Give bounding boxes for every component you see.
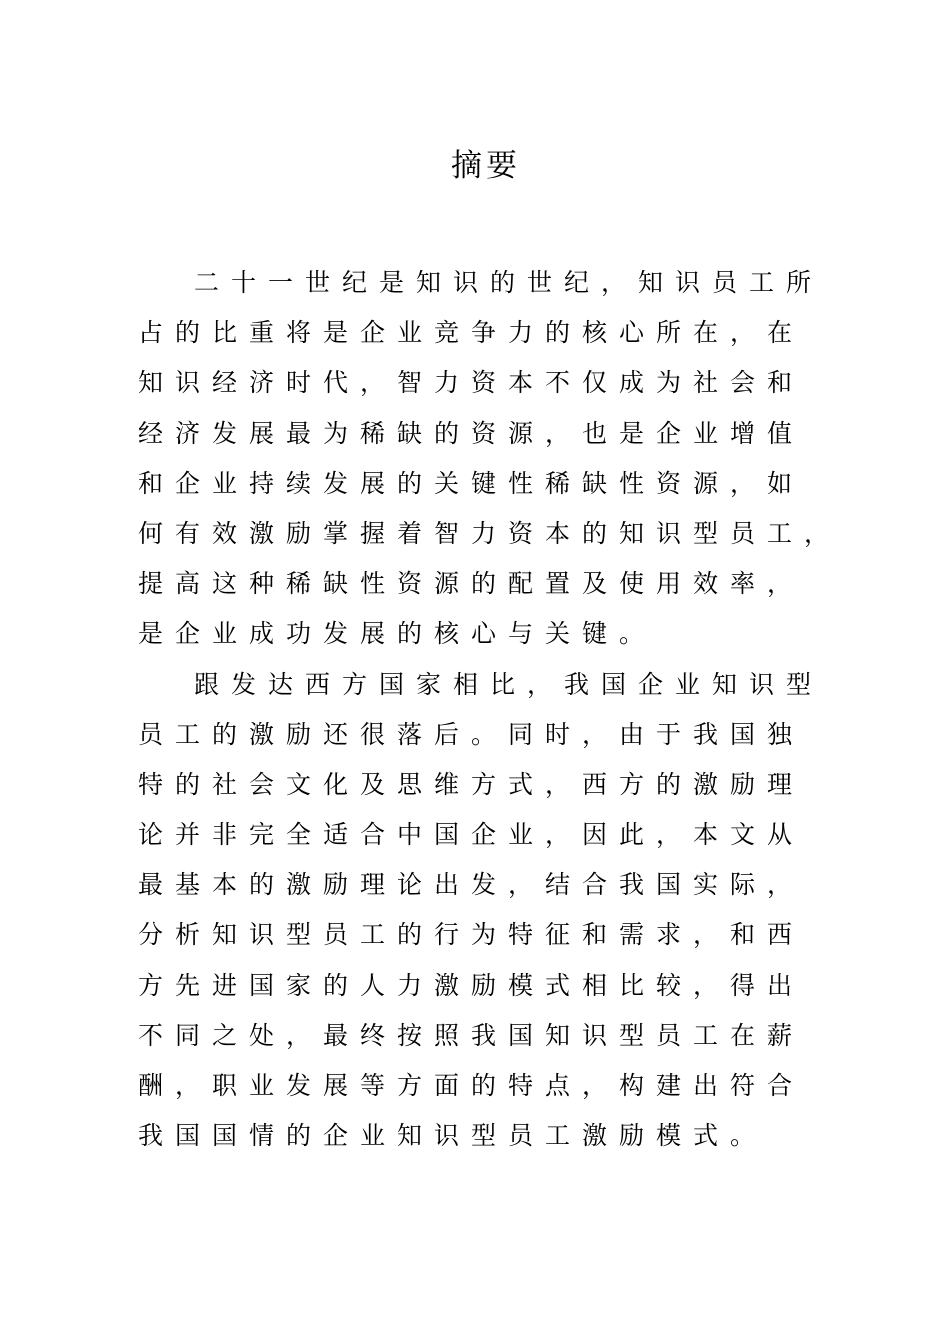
paragraph-1-line: 经济发展最为稀缺的资源，也是企业增值 <box>138 418 805 448</box>
page-title: 摘要 <box>451 148 521 184</box>
paragraph-2-line: 方先进国家的人力激励模式相比较，得出 <box>138 970 805 1000</box>
paragraph-2-line: 不同之处，最终按照我国知识型员工在薪 <box>138 1020 805 1050</box>
abstract-body <box>138 258 842 1161</box>
paragraph-1-line: 何有效激励掌握着智力资本的知识型员工， <box>138 518 842 548</box>
paragraph-1-line: 知识经济时代，智力资本不仅成为社会和 <box>138 368 805 398</box>
paragraph-1-line: 和企业持续发展的关键性稀缺性资源，如 <box>138 468 805 498</box>
paragraph-1-line: 是企业成功发展的核心与关键。 <box>138 619 657 649</box>
paragraph-2-line: 分析知识型员工的行为特征和需求，和西 <box>138 920 805 950</box>
paragraph-1-line: 二十一世纪是知识的世纪，知识员工所 <box>194 268 824 297</box>
paragraph-2-line: 跟发达西方国家相比，我国企业知识型 <box>194 669 824 699</box>
paragraph-2-line: 酬，职业发展等方面的特点，构建出符合 <box>138 1071 805 1100</box>
paragraph-1-line: 占的比重将是企业竞争力的核心所在，在 <box>138 318 805 348</box>
paragraph-2-line: 最基本的激励理论出发，结合我国实际， <box>138 870 805 900</box>
paragraph-2-line: 我国国情的企业知识型员工激励模式。 <box>138 1121 768 1151</box>
paragraph-2-line: 员工的激励还很落后。同时，由于我国独 <box>138 719 805 749</box>
paragraph-1-line: 提高这种稀缺性资源的配置及使用效率， <box>138 569 805 599</box>
paragraph-2-line: 论并非完全适合中国企业，因此，本文从 <box>138 820 805 850</box>
paragraph-2-line: 特的社会文化及思维方式，西方的激励理 <box>138 769 805 799</box>
